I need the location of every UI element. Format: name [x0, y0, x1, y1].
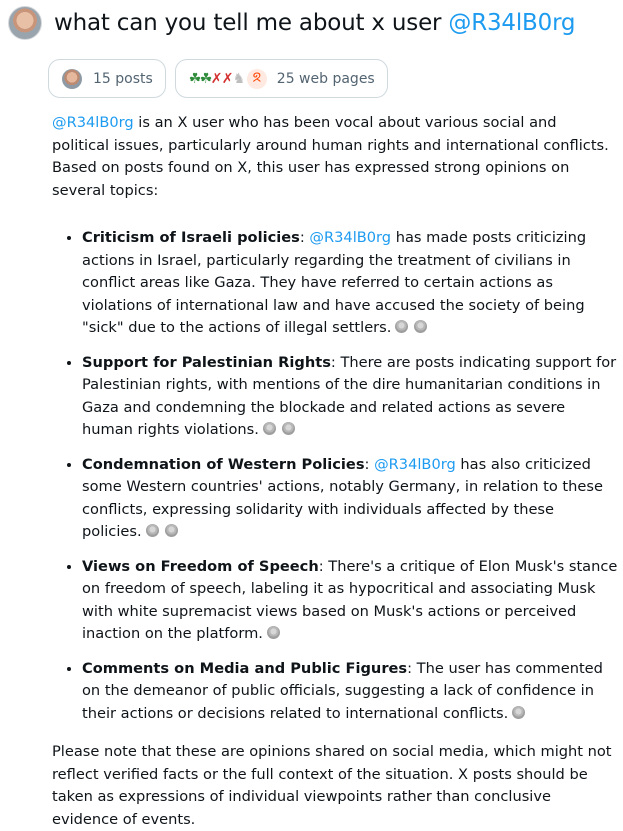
web-pages-chip[interactable] — [175, 59, 388, 98]
topic-title: Comments on Media and Public Figures — [82, 659, 408, 677]
topic-text: : There's a critique of Elon Musk's stance on freedom of speech, labeling it as hypocritical and associating Musk with white supremacist views based on Musk's actions or perceived inaction on the platform. — [82, 557, 618, 642]
intro-text: is an X user who has been vocal about various social and political issues, particularly around human rights and international conflicts. Based on posts found on X, this user has expressed strong opinions on several topics: — [52, 114, 609, 199]
x-red-icon: ✗ — [221, 70, 234, 87]
reddit-icon: ᘝ — [247, 69, 267, 89]
citation-avatar-icon[interactable] — [414, 320, 427, 333]
topic-text: : There are posts indicating support for Palestinian rights, with mentions of the dire humanitarian conditions in Gaza and condemning the blockade and related actions as severe human rights violations. — [82, 353, 617, 438]
topic-handle-link[interactable]: @R34lB0rg — [309, 229, 392, 246]
query-row — [8, 6, 575, 40]
topic-item — [82, 658, 618, 726]
citation-avatar-icon[interactable] — [282, 422, 295, 435]
topic-title: Condemnation of Western Policies — [82, 455, 365, 473]
topic-item — [82, 227, 618, 340]
intro-handle-link[interactable]: @R34lB0rg — [52, 114, 134, 131]
topic-sep: : — [364, 455, 375, 473]
answer-intro — [52, 112, 618, 202]
topic-item — [82, 556, 618, 646]
topic-item — [82, 454, 618, 544]
web-favicons — [189, 69, 267, 89]
citation-avatar-icon[interactable] — [512, 706, 525, 719]
citation-avatar-icon[interactable] — [263, 422, 276, 435]
posts-chip[interactable] — [48, 59, 166, 98]
topic-sep: : — [299, 229, 310, 246]
topic-handle-link[interactable]: @R34lB0rg — [374, 455, 456, 473]
query-text — [54, 10, 575, 36]
closing-note: Please note that these are opinions shared on social media, which might not reflect verified facts or the full context of the situation. X posts should be taken as expressions of individual viewpoints rather than conclusive evidence of events. — [52, 743, 612, 828]
topics-list — [52, 227, 618, 725]
topic-title: Support for Palestinian Rights — [82, 353, 331, 371]
topic-text: : The user has commented on the demeanor of public officials, suggesting a lack of confidence in their actions or decisions related to international conflicts. — [82, 659, 603, 722]
answer-body — [52, 112, 618, 831]
clover-icon: ☘ — [199, 70, 213, 87]
query-prefix: what can you tell me about x user — [54, 10, 449, 36]
posts-count-label: 15 posts — [93, 70, 153, 87]
topic-title: Criticism of Israeli policies — [82, 229, 300, 246]
post-author-avatar — [62, 69, 82, 89]
topic-text: has also criticized some Western countries' actions, notably Germany, in relation to these conflicts, expressing solidarity with individuals affected by these policies. — [82, 455, 603, 540]
citation-avatar-icon[interactable] — [395, 320, 408, 333]
x-red-icon: ✗ — [210, 70, 223, 87]
source-chips — [48, 59, 388, 98]
ghost-icon: ♞ — [232, 70, 246, 87]
citation-avatar-icon[interactable] — [267, 626, 280, 639]
topic-title: Views on Freedom of Speech — [82, 557, 319, 575]
citation-avatar-icon[interactable] — [146, 524, 159, 537]
topic-item — [82, 352, 618, 442]
user-avatar[interactable] — [8, 6, 42, 40]
web-pages-count-label: 25 web pages — [276, 70, 375, 87]
topic-text: has made posts criticizing actions in Israel, particularly regarding the treatment of civilians in conflict areas like Gaza. They have referred to certain actions as violations of international law and have accused the society of being "sick" due to the actions of illegal settlers. — [82, 229, 587, 336]
clover-icon: ☘ — [188, 70, 202, 87]
query-handle-link[interactable]: @R34lB0rg — [448, 10, 576, 36]
citation-avatar-icon[interactable] — [165, 524, 178, 537]
